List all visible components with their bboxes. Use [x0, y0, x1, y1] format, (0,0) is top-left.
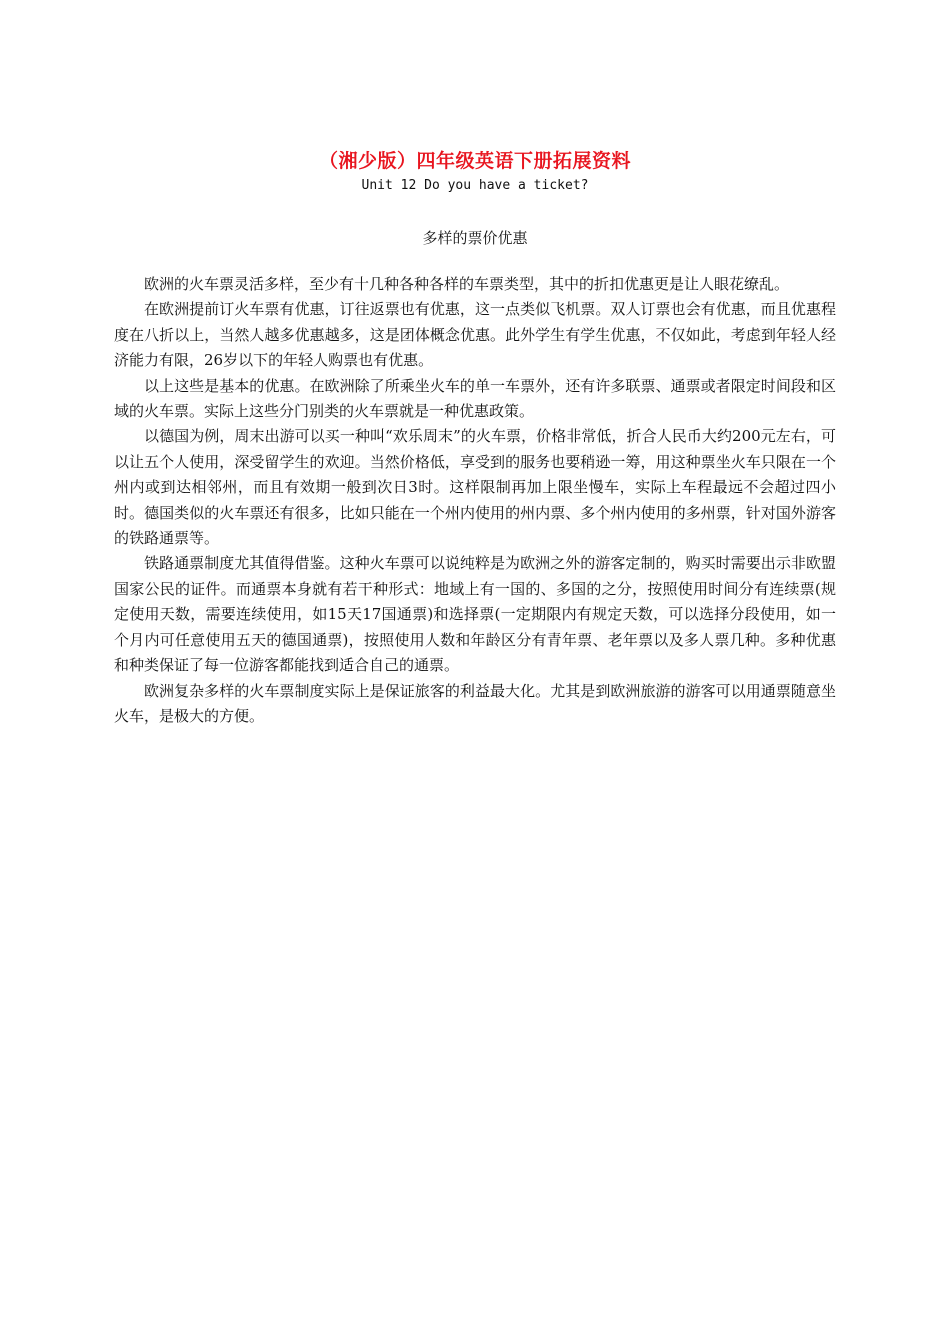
- paragraph: 以德国为例，周末出游可以买一种叫“欢乐周末”的火车票，价格非常低，折合人民币大约200元左右，可以让五个人使用，深受留学生的欢迎。当然价格低，享受到的服务也要稍逊一筹，用这种票坐火车只限在一个州内或到达相邻州，而且有效期一般到次日3时。这样限制再加上限坐慢车，实际上车程最远不会超过四小时。德国类似的火车票还有很多，比如只能在一个州内使用的州内票、多个州内使用的多州票，针对国外游客的铁路通票等。: [114, 427, 836, 548]
- paragraph: 铁路通票制度尤其值得借鉴。这种火车票可以说纯粹是为欧洲之外的游客定制的，购买时需要出示非欧盟国家公民的证件。而通票本身就有若干种形式：地域上有一国的、多国的之分，按照使用时间分有连续票(规定使用天数，需要连续使用，如15天17国通票)和选择票(一定期限内有规定天数，可以选择分段使用，如一个月内可任意使用五天的德国通票)，按照使用人数和年龄区分有青年票、老年票以及多人票几种。多种优惠和种类保证了每一位游客都能找到适合自己的通票。: [114, 554, 836, 675]
- paragraph: 欧洲复杂多样的火车票制度实际上是保证旅客的利益最大化。尤其是到欧洲旅游的游客可以用通票随意坐火车，是极大的方便。: [114, 681, 836, 725]
- section-heading: 多样的票价优惠: [422, 229, 528, 247]
- paragraph: 在欧洲提前订火车票有优惠，订往返票也有优惠，这一点类似飞机票。双人订票也会有优惠，而且优惠程度在八折以上，当然人越多优惠越多，这是团体概念优惠。此外学生有学生优惠，不仅如此，考虑到年轻人经济能力有限，26岁以下的年轻人购票也有优惠。: [114, 300, 836, 370]
- document-title: （湘少版）四年级英语下册拓展资料: [318, 150, 631, 172]
- unit-subtitle: Unit 12 Do you have a ticket?: [361, 178, 589, 193]
- paragraph: 欧洲的火车票灵活多样，至少有十几种各种各样的车票类型，其中的折扣优惠更是让人眼花缭乱。: [144, 275, 790, 293]
- article-body: [114, 272, 836, 729]
- paragraph: 以上这些是基本的优惠。在欧洲除了所乘坐火车的单一车票外，还有许多联票、通票或者限定时间段和区域的火车票。实际上这些分门别类的火车票就是一种优惠政策。: [114, 376, 836, 421]
